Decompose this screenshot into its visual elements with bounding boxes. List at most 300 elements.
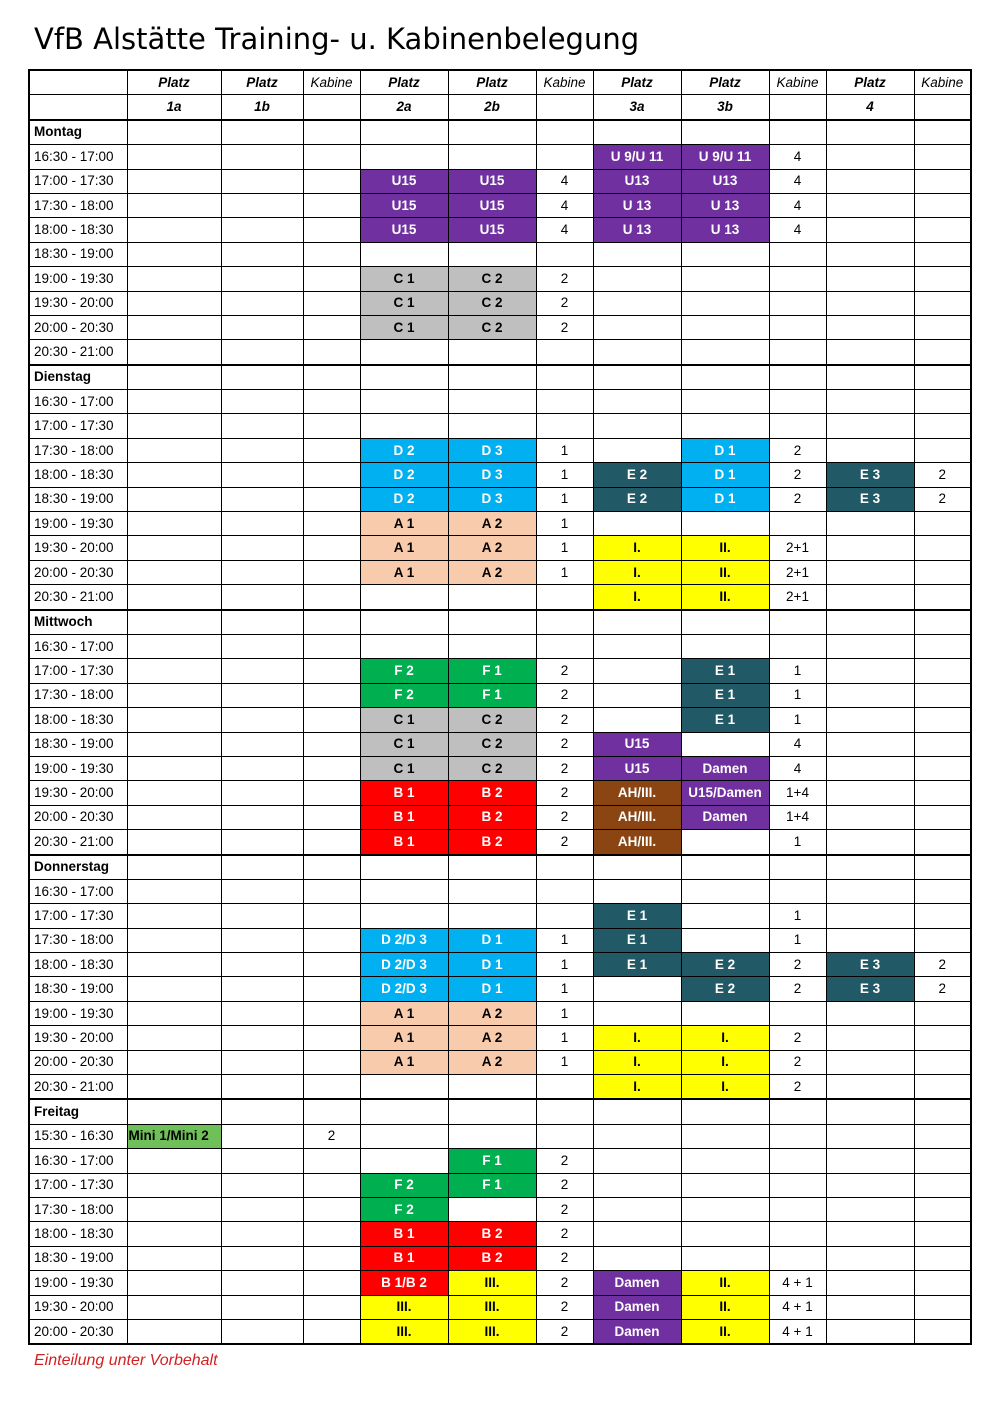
platz-1a-cell — [127, 1050, 221, 1074]
platz-2a-cell: A 1 — [360, 1050, 448, 1074]
platz-1a-cell — [127, 1197, 221, 1221]
platz-4-cell — [826, 169, 914, 193]
platz-1a-cell — [127, 977, 221, 1001]
time-slot-row — [29, 1001, 971, 1025]
platz-3b-cell: U 13 — [681, 218, 769, 242]
platz-3b-cell — [681, 1001, 769, 1025]
kabine-1-cell — [303, 1026, 360, 1050]
platz-2a-cell: B 1/B 2 — [360, 1271, 448, 1295]
platz-1a-cell — [127, 1246, 221, 1270]
platz-4-cell — [826, 904, 914, 928]
kabine-4-cell — [914, 512, 971, 536]
platz-3b-cell — [681, 242, 769, 266]
time-slot-row — [29, 805, 971, 829]
platz-3b-cell — [681, 315, 769, 339]
platz-1a-cell — [127, 732, 221, 756]
kabine-4-cell — [914, 169, 971, 193]
platz-3a-cell — [593, 438, 681, 462]
kabine-4-cell — [914, 1295, 971, 1319]
platz-3a-cell — [593, 390, 681, 414]
platz-2a-cell: U15 — [360, 193, 448, 217]
kabine-3-cell — [769, 879, 826, 903]
kabine-3-cell — [769, 1246, 826, 1270]
kabine-1-cell — [303, 781, 360, 805]
platz-2a-cell: D 2/D 3 — [360, 928, 448, 952]
platz-3b-cell: U 13 — [681, 193, 769, 217]
platz-2b-cell: B 2 — [448, 1246, 536, 1270]
kabine-4-cell — [914, 708, 971, 732]
platz-3a-cell — [593, 315, 681, 339]
platz-1a-cell — [127, 390, 221, 414]
platz-1b-cell — [221, 830, 303, 855]
platz-2b-cell — [448, 1197, 536, 1221]
time-slot-row — [29, 953, 971, 977]
platz-3b-cell: II. — [681, 1271, 769, 1295]
kabine-3-cell — [769, 1197, 826, 1221]
empty-cell — [914, 1099, 971, 1124]
empty-cell — [536, 1099, 593, 1124]
platz-1a-cell — [127, 585, 221, 610]
platz-2a-cell: III. — [360, 1295, 448, 1319]
platz-2a-cell: F 2 — [360, 1197, 448, 1221]
day-label: Mittwoch — [29, 610, 127, 635]
kabine-2-cell — [536, 879, 593, 903]
platz-4-cell — [826, 218, 914, 242]
kabine-1-cell — [303, 169, 360, 193]
platz-1a-cell — [127, 242, 221, 266]
time-slot-label: 16:30 - 17:00 — [29, 1149, 127, 1173]
platz-2b-cell: D 3 — [448, 438, 536, 462]
platz-2a-cell — [360, 390, 448, 414]
empty-cell — [914, 855, 971, 880]
platz-1b-cell — [221, 1001, 303, 1025]
kabine-4-cell — [914, 414, 971, 438]
platz-4-cell — [826, 1149, 914, 1173]
header-cell: 1a — [127, 95, 221, 120]
platz-4-cell — [826, 756, 914, 780]
platz-2a-cell: C 1 — [360, 291, 448, 315]
day-label: Montag — [29, 120, 127, 145]
kabine-3-cell — [769, 291, 826, 315]
time-slot-row — [29, 1124, 971, 1148]
kabine-2-cell: 1 — [536, 1050, 593, 1074]
time-slot-row — [29, 1271, 971, 1295]
kabine-3-cell: 2+1 — [769, 536, 826, 560]
platz-3b-cell: E 2 — [681, 977, 769, 1001]
platz-2a-cell: B 1 — [360, 781, 448, 805]
kabine-3-cell — [769, 315, 826, 339]
kabine-3-cell: 2 — [769, 487, 826, 511]
kabine-4-cell — [914, 536, 971, 560]
kabine-4-cell — [914, 830, 971, 855]
platz-3a-cell — [593, 879, 681, 903]
platz-3a-cell: E 2 — [593, 487, 681, 511]
kabine-4-cell — [914, 585, 971, 610]
platz-3b-cell: II. — [681, 536, 769, 560]
time-slot-label: 18:30 - 19:00 — [29, 487, 127, 511]
kabine-4-cell — [914, 145, 971, 169]
kabine-3-cell: 2 — [769, 1050, 826, 1074]
time-slot-row — [29, 487, 971, 511]
platz-1a-cell — [127, 1149, 221, 1173]
platz-4-cell — [826, 732, 914, 756]
time-slot-row — [29, 1319, 971, 1344]
kabine-3-cell: 4 + 1 — [769, 1319, 826, 1344]
kabine-4-cell: 2 — [914, 977, 971, 1001]
empty-cell — [303, 610, 360, 635]
time-slot-row — [29, 830, 971, 855]
platz-2b-cell: D 1 — [448, 928, 536, 952]
time-slot-label: 16:30 - 17:00 — [29, 145, 127, 169]
platz-4-cell: E 3 — [826, 487, 914, 511]
header-cell: 4 — [826, 95, 914, 120]
platz-3a-cell — [593, 708, 681, 732]
header-cell — [536, 95, 593, 120]
kabine-3-cell — [769, 1222, 826, 1246]
platz-2a-cell: U15 — [360, 169, 448, 193]
kabine-4-cell — [914, 291, 971, 315]
platz-4-cell — [826, 659, 914, 683]
platz-2a-cell: U15 — [360, 218, 448, 242]
platz-1a-cell — [127, 1222, 221, 1246]
platz-2b-cell: D 1 — [448, 977, 536, 1001]
kabine-1-cell — [303, 560, 360, 584]
kabine-1-cell — [303, 536, 360, 560]
platz-3a-cell — [593, 683, 681, 707]
time-slot-label: 17:30 - 18:00 — [29, 193, 127, 217]
platz-1b-cell — [221, 169, 303, 193]
time-slot-label: 17:30 - 18:00 — [29, 683, 127, 707]
time-slot-label: 19:00 - 19:30 — [29, 512, 127, 536]
platz-1b-cell — [221, 781, 303, 805]
platz-2b-cell: A 2 — [448, 536, 536, 560]
empty-cell — [360, 855, 448, 880]
platz-3a-cell — [593, 977, 681, 1001]
platz-3b-cell: Damen — [681, 805, 769, 829]
platz-1a-cell — [127, 953, 221, 977]
header-cell: Platz — [360, 70, 448, 95]
platz-2a-cell: D 2 — [360, 438, 448, 462]
platz-4-cell — [826, 1197, 914, 1221]
empty-cell — [303, 120, 360, 145]
time-slot-label: 20:30 - 21:00 — [29, 340, 127, 365]
time-slot-label: 18:00 - 18:30 — [29, 953, 127, 977]
kabine-3-cell: 4 — [769, 169, 826, 193]
time-slot-label: 19:00 - 19:30 — [29, 267, 127, 291]
time-slot-row — [29, 1197, 971, 1221]
platz-4-cell — [826, 879, 914, 903]
platz-4-cell — [826, 1050, 914, 1074]
platz-2b-cell: C 2 — [448, 732, 536, 756]
platz-1b-cell — [221, 879, 303, 903]
platz-1a-cell — [127, 683, 221, 707]
platz-2a-cell: A 1 — [360, 1001, 448, 1025]
empty-cell — [826, 855, 914, 880]
kabine-3-cell — [769, 340, 826, 365]
kabine-2-cell: 2 — [536, 683, 593, 707]
kabine-1-cell: 2 — [303, 1124, 360, 1148]
platz-2a-cell: B 1 — [360, 1246, 448, 1270]
platz-4-cell: E 3 — [826, 463, 914, 487]
kabine-1-cell — [303, 634, 360, 658]
platz-2b-cell: A 2 — [448, 1050, 536, 1074]
kabine-3-cell: 4 + 1 — [769, 1295, 826, 1319]
kabine-2-cell: 2 — [536, 291, 593, 315]
kabine-4-cell — [914, 1319, 971, 1344]
kabine-4-cell — [914, 1197, 971, 1221]
kabine-1-cell — [303, 904, 360, 928]
kabine-3-cell: 4 + 1 — [769, 1271, 826, 1295]
time-slot-label: 20:00 - 20:30 — [29, 1319, 127, 1344]
kabine-1-cell — [303, 390, 360, 414]
kabine-3-cell: 2 — [769, 953, 826, 977]
kabine-4-cell — [914, 1271, 971, 1295]
platz-3a-cell: U 9/U 11 — [593, 145, 681, 169]
empty-cell — [448, 365, 536, 390]
platz-1b-cell — [221, 291, 303, 315]
time-slot-label: 20:00 - 20:30 — [29, 1050, 127, 1074]
platz-4-cell — [826, 1295, 914, 1319]
platz-2b-cell — [448, 879, 536, 903]
empty-cell — [303, 1099, 360, 1124]
empty-cell — [769, 610, 826, 635]
kabine-2-cell: 1 — [536, 1026, 593, 1050]
header-cell — [29, 95, 127, 120]
header-cell: Platz — [221, 70, 303, 95]
kabine-1-cell — [303, 879, 360, 903]
time-slot-row — [29, 1246, 971, 1270]
kabine-1-cell — [303, 1173, 360, 1197]
kabine-1-cell — [303, 1197, 360, 1221]
platz-1b-cell — [221, 928, 303, 952]
platz-1b-cell — [221, 904, 303, 928]
platz-3b-cell — [681, 1246, 769, 1270]
platz-3a-cell — [593, 1173, 681, 1197]
kabine-2-cell: 1 — [536, 1001, 593, 1025]
platz-1b-cell — [221, 1246, 303, 1270]
platz-2b-cell: U15 — [448, 193, 536, 217]
platz-1b-cell — [221, 977, 303, 1001]
time-slot-label: 18:00 - 18:30 — [29, 708, 127, 732]
platz-1a-cell: Mini 1/Mini 2 — [127, 1124, 221, 1148]
day-row-dienstag — [29, 365, 971, 390]
header-cell: 2a — [360, 95, 448, 120]
time-slot-label: 19:30 - 20:00 — [29, 1026, 127, 1050]
platz-3a-cell — [593, 1222, 681, 1246]
platz-4-cell — [826, 560, 914, 584]
platz-1a-cell — [127, 218, 221, 242]
platz-3a-cell — [593, 267, 681, 291]
platz-3b-cell: Damen — [681, 756, 769, 780]
kabine-3-cell: 1 — [769, 708, 826, 732]
platz-1b-cell — [221, 536, 303, 560]
platz-1a-cell — [127, 1173, 221, 1197]
platz-2a-cell: F 2 — [360, 683, 448, 707]
platz-2a-cell: D 2 — [360, 487, 448, 511]
time-slot-label: 15:30 - 16:30 — [29, 1124, 127, 1148]
empty-cell — [221, 610, 303, 635]
time-slot-label: 17:30 - 18:00 — [29, 1197, 127, 1221]
empty-cell — [593, 610, 681, 635]
platz-4-cell — [826, 1271, 914, 1295]
kabine-4-cell — [914, 218, 971, 242]
platz-2b-cell: III. — [448, 1271, 536, 1295]
kabine-2-cell: 4 — [536, 193, 593, 217]
empty-cell — [593, 365, 681, 390]
kabine-1-cell — [303, 1222, 360, 1246]
empty-cell — [826, 610, 914, 635]
time-slot-row — [29, 193, 971, 217]
platz-2a-cell: D 2 — [360, 463, 448, 487]
empty-cell — [360, 1099, 448, 1124]
platz-1b-cell — [221, 1050, 303, 1074]
platz-2a-cell — [360, 1075, 448, 1100]
platz-3a-cell: I. — [593, 585, 681, 610]
platz-3a-cell: AH/III. — [593, 805, 681, 829]
platz-1a-cell — [127, 1319, 221, 1344]
platz-1b-cell — [221, 512, 303, 536]
platz-2a-cell: F 2 — [360, 659, 448, 683]
kabine-1-cell — [303, 1050, 360, 1074]
kabine-3-cell: 1+4 — [769, 805, 826, 829]
empty-cell — [360, 610, 448, 635]
time-slot-label: 17:00 - 17:30 — [29, 904, 127, 928]
platz-2b-cell: B 2 — [448, 830, 536, 855]
platz-2b-cell: D 3 — [448, 487, 536, 511]
platz-4-cell — [826, 830, 914, 855]
day-row-freitag — [29, 1099, 971, 1124]
platz-3b-cell: II. — [681, 1295, 769, 1319]
kabine-2-cell: 2 — [536, 1271, 593, 1295]
platz-2b-cell: C 2 — [448, 708, 536, 732]
empty-cell — [536, 610, 593, 635]
platz-2a-cell: A 1 — [360, 560, 448, 584]
platz-1b-cell — [221, 634, 303, 658]
platz-4-cell — [826, 512, 914, 536]
platz-2a-cell: III. — [360, 1319, 448, 1344]
platz-1b-cell — [221, 683, 303, 707]
platz-1b-cell — [221, 585, 303, 610]
kabine-2-cell: 2 — [536, 756, 593, 780]
empty-cell — [593, 120, 681, 145]
empty-cell — [681, 855, 769, 880]
platz-1b-cell — [221, 1271, 303, 1295]
platz-1a-cell — [127, 291, 221, 315]
platz-3b-cell — [681, 928, 769, 952]
header-cell: Kabine — [536, 70, 593, 95]
kabine-1-cell — [303, 242, 360, 266]
platz-2b-cell: F 1 — [448, 1149, 536, 1173]
platz-1a-cell — [127, 708, 221, 732]
kabine-2-cell: 2 — [536, 781, 593, 805]
empty-cell — [221, 120, 303, 145]
platz-1a-cell — [127, 781, 221, 805]
kabine-2-cell: 1 — [536, 560, 593, 584]
kabine-4-cell: 2 — [914, 463, 971, 487]
header-cell: Platz — [826, 70, 914, 95]
kabine-1-cell — [303, 487, 360, 511]
kabine-4-cell: 2 — [914, 487, 971, 511]
kabine-2-cell — [536, 145, 593, 169]
platz-1a-cell — [127, 169, 221, 193]
platz-2a-cell: B 1 — [360, 830, 448, 855]
platz-3a-cell — [593, 1246, 681, 1270]
kabine-2-cell: 4 — [536, 169, 593, 193]
platz-4-cell — [826, 315, 914, 339]
kabine-3-cell: 4 — [769, 732, 826, 756]
platz-1a-cell — [127, 634, 221, 658]
kabine-4-cell — [914, 560, 971, 584]
kabine-3-cell: 1 — [769, 928, 826, 952]
kabine-3-cell: 1 — [769, 683, 826, 707]
platz-1a-cell — [127, 1026, 221, 1050]
empty-cell — [681, 365, 769, 390]
time-slot-row — [29, 340, 971, 365]
kabine-3-cell — [769, 1149, 826, 1173]
kabine-4-cell — [914, 390, 971, 414]
time-slot-label: 18:30 - 19:00 — [29, 242, 127, 266]
kabine-2-cell: 2 — [536, 708, 593, 732]
platz-2b-cell — [448, 340, 536, 365]
platz-1b-cell — [221, 1124, 303, 1148]
platz-1a-cell — [127, 659, 221, 683]
header-cell: Kabine — [303, 70, 360, 95]
empty-cell — [536, 365, 593, 390]
kabine-1-cell — [303, 193, 360, 217]
time-slot-row — [29, 781, 971, 805]
kabine-1-cell — [303, 708, 360, 732]
platz-3a-cell: AH/III. — [593, 830, 681, 855]
day-label: Donnerstag — [29, 855, 127, 880]
platz-2b-cell: F 1 — [448, 659, 536, 683]
page-title: VfB Alstätte Training- u. Kabinenbelegung — [34, 22, 640, 56]
platz-3b-cell: D 1 — [681, 438, 769, 462]
platz-3a-cell: E 1 — [593, 928, 681, 952]
kabine-1-cell — [303, 1246, 360, 1270]
empty-cell — [914, 120, 971, 145]
platz-3a-cell: U 13 — [593, 193, 681, 217]
kabine-3-cell — [769, 1124, 826, 1148]
empty-cell — [826, 365, 914, 390]
kabine-4-cell — [914, 1222, 971, 1246]
platz-3a-cell — [593, 1197, 681, 1221]
kabine-2-cell: 2 — [536, 830, 593, 855]
kabine-4-cell — [914, 1149, 971, 1173]
platz-1b-cell — [221, 732, 303, 756]
kabine-1-cell — [303, 267, 360, 291]
platz-3b-cell: D 1 — [681, 487, 769, 511]
platz-1a-cell — [127, 805, 221, 829]
empty-cell — [769, 1099, 826, 1124]
platz-1b-cell — [221, 756, 303, 780]
time-slot-row — [29, 218, 971, 242]
disclaimer-note: Einteilung unter Vorbehalt — [34, 1352, 218, 1369]
platz-3b-cell — [681, 340, 769, 365]
platz-2b-cell: C 2 — [448, 756, 536, 780]
kabine-1-cell — [303, 315, 360, 339]
time-slot-label: 17:00 - 17:30 — [29, 414, 127, 438]
platz-3b-cell — [681, 1222, 769, 1246]
kabine-1-cell — [303, 953, 360, 977]
header-row-2 — [29, 95, 971, 120]
platz-1b-cell — [221, 340, 303, 365]
kabine-1-cell — [303, 291, 360, 315]
platz-1a-cell — [127, 1075, 221, 1100]
time-slot-row — [29, 904, 971, 928]
kabine-4-cell — [914, 1075, 971, 1100]
kabine-3-cell: 2 — [769, 1075, 826, 1100]
empty-cell — [221, 855, 303, 880]
